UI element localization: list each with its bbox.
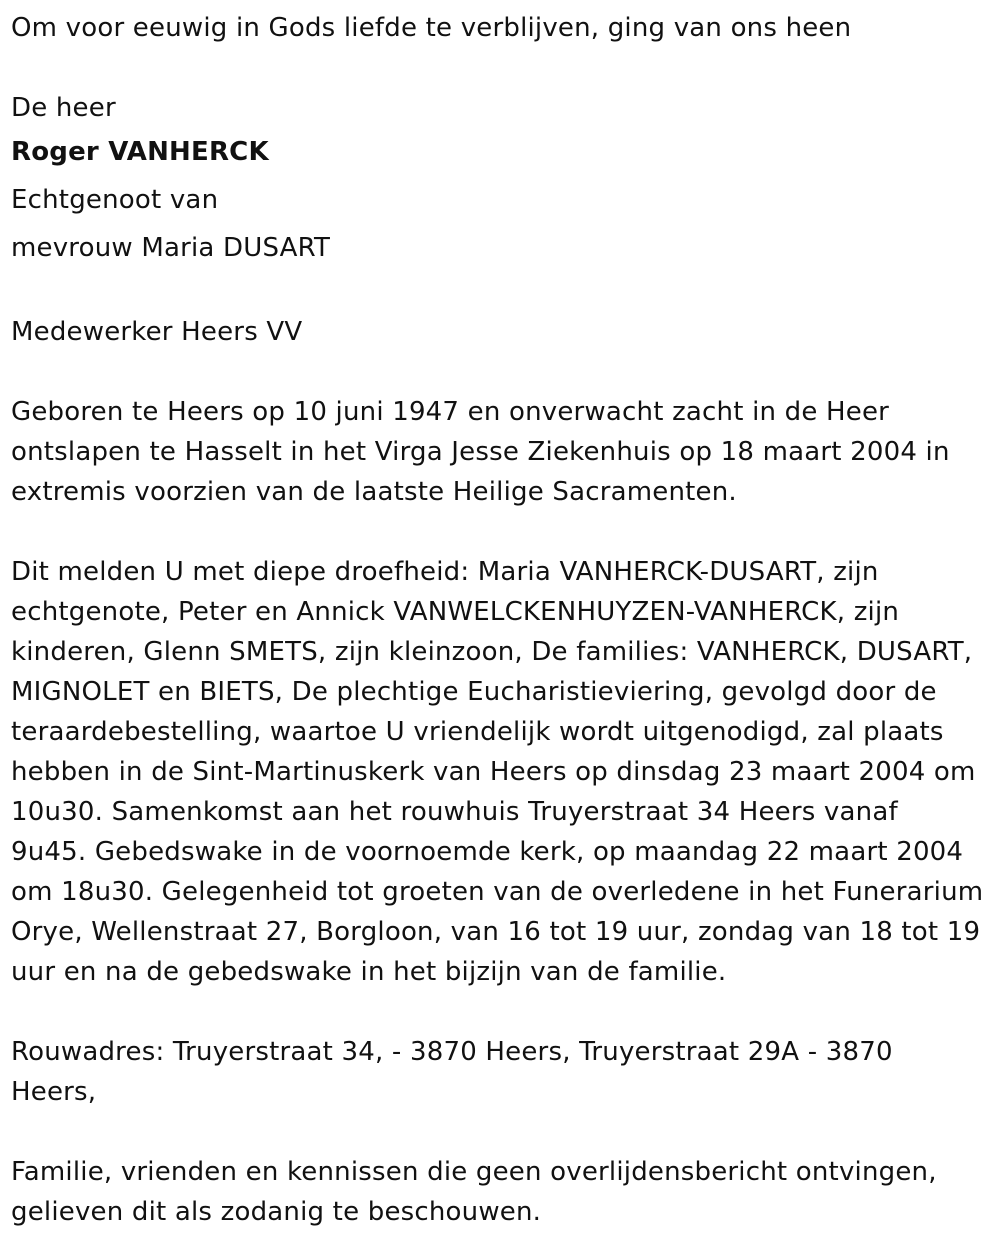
paragraph-line: Familie, vrienden en kennissen die geen overlijdensbericht ontvingen, (11, 1157, 937, 1187)
announcement-paragraph (11, 552, 989, 992)
paragraph-line: MIGNOLET en BIETS, De plechtige Eucharistieviering, gevolgd door de (11, 677, 937, 707)
paragraph-line: ontslapen te Hasselt in het Virga Jesse Ziekenhuis op 18 maart 2004 in (11, 437, 950, 467)
spouse-prefix: Echtgenoot van (11, 185, 219, 215)
paragraph-line: Rouwadres: Truyerstraat 34, - 3870 Heers, Truyerstraat 29A - 3870 (11, 1037, 893, 1067)
affiliation: Medewerker Heers VV (11, 317, 303, 347)
paragraph-line: Heers, (11, 1077, 97, 1107)
spacer (11, 48, 989, 88)
intro-line: Om voor eeuwig in Gods liefde te verblijven, ging van ons heen (11, 13, 852, 43)
salutation: De heer (11, 93, 116, 123)
paragraph-line: 9u45. Gebedswake in de voornoemde kerk, op maandag 22 maart 2004 (11, 837, 964, 867)
closing-paragraph (11, 1152, 989, 1232)
paragraph-line: kinderen, Glenn SMETS, zijn kleinzoon, De families: VANHERCK, DUSART, (11, 637, 973, 667)
birth-death-paragraph (11, 392, 989, 512)
paragraph-line: om 18u30. Gelegenheid tot groeten van de overledene in het Funerarium (11, 877, 984, 907)
paragraph-line: Dit melden U met diepe droefheid: Maria VANHERCK-DUSART, zijn (11, 557, 879, 587)
paragraph-line: extremis voorzien van de laatste Heilige Sacramenten. (11, 477, 737, 507)
paragraph-line: hebben in de Sint-Martinuskerk van Heers op dinsdag 23 maart 2004 om (11, 757, 976, 787)
paragraph-line: 10u30. Samenkomst aan het rouwhuis Truyerstraat 34 Heers vanaf (11, 797, 898, 827)
spacer (11, 992, 989, 1032)
spacer (11, 512, 989, 552)
paragraph-line: echtgenote, Peter en Annick VANWELCKENHUYZEN-VANHERCK, zijn (11, 597, 900, 627)
paragraph-line: Orye, Wellenstraat 27, Borgloon, van 16 tot 19 uur, zondag van 18 tot 19 (11, 917, 981, 947)
paragraph-line: Geboren te Heers op 10 juni 1947 en onverwacht zacht in de Heer (11, 397, 890, 427)
paragraph-line: teraardebestelling, waartoe U vriendelijk wordt uitgenodigd, zal plaats (11, 717, 944, 747)
deceased-name: Roger VANHERCK (11, 137, 269, 167)
paragraph-line: uur en na de gebedswake in het bijzijn van de familie. (11, 957, 727, 987)
spacer (11, 1112, 989, 1152)
address-paragraph (11, 1032, 989, 1112)
paragraph-line: gelieven dit als zodanig te beschouwen. (11, 1197, 542, 1227)
spacer (11, 272, 989, 312)
spacer (11, 352, 989, 392)
spouse-name: mevrouw Maria DUSART (11, 233, 331, 263)
